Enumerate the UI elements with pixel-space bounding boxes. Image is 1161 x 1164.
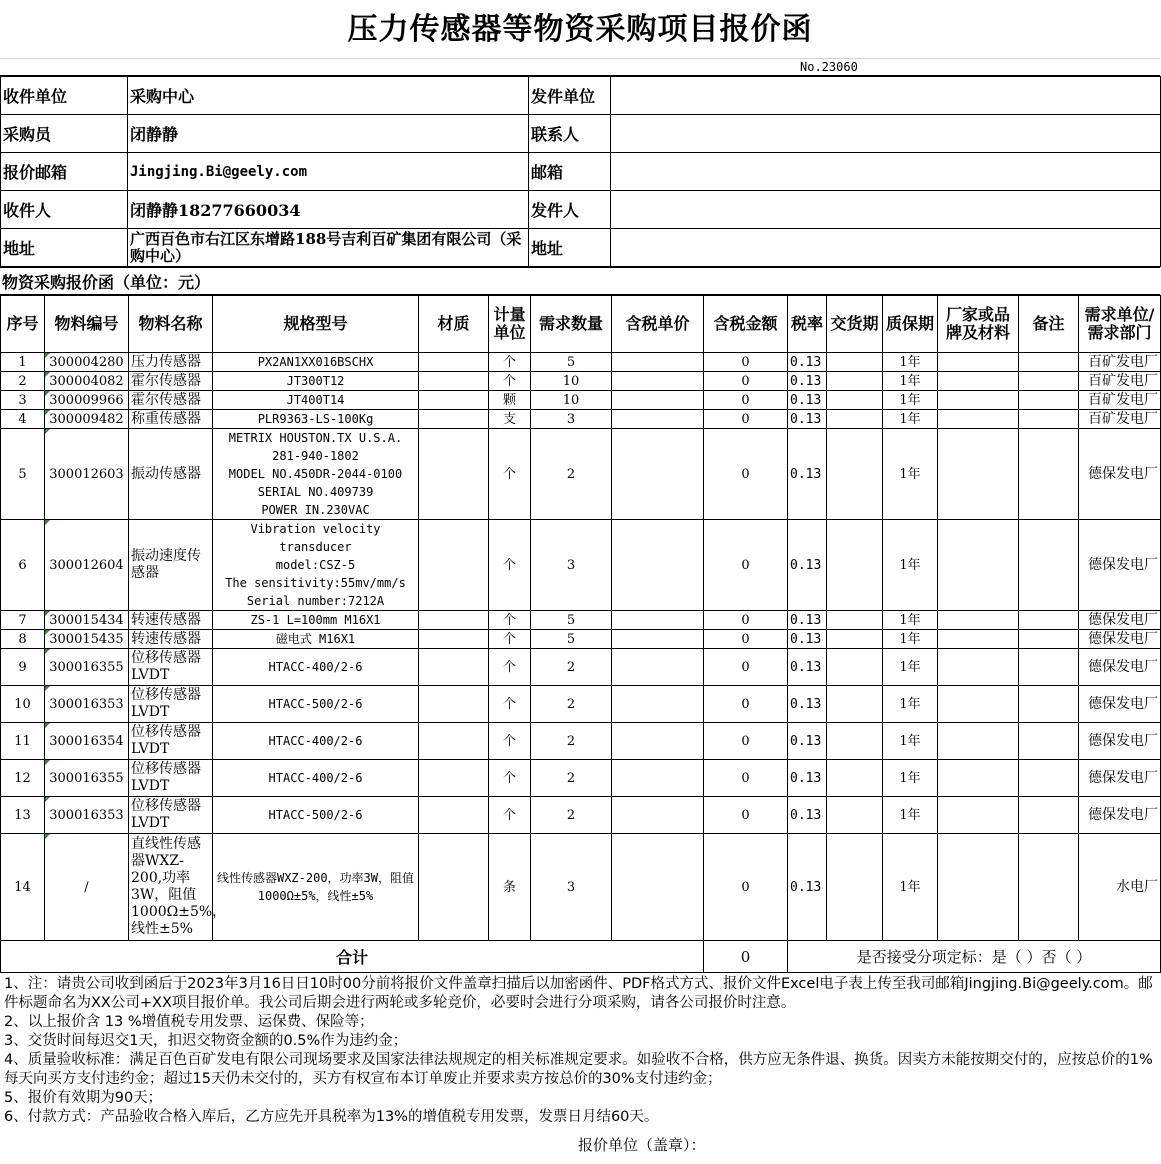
unit-cell: 个 [489,686,531,723]
material-code: 300004082 [45,372,129,391]
delivery-cell[interactable] [827,723,883,760]
row-number: 11 [1,723,45,760]
material-cell [419,391,489,410]
spec-model: HTACC-500/2-6 [213,797,419,834]
info-value-email[interactable]: Jingjing.Bi@geely.com [128,153,529,191]
dept-cell: 德保发电厂 [1079,649,1161,686]
spec-model: 线性传感器WXZ-200，功率3W，阻值1000Ω±5%，线性±5% [213,834,419,941]
note-item: 5、报价有效期为90天； [4,1090,163,1106]
delivery-cell[interactable] [827,410,883,429]
warranty-cell: 1年 [883,520,938,611]
dept-cell: 德保发电厂 [1079,630,1161,649]
material-code: 300015434 [45,611,129,630]
info-label: 采购员 [1,115,128,153]
col-header: 需求单位/需求部门 [1079,296,1161,353]
quantity-cell: 3 [531,520,612,611]
col-header: 物料名称 [129,296,213,353]
spec-model [213,429,419,520]
unit-price-cell[interactable] [612,429,704,520]
remark-cell[interactable] [1019,834,1079,941]
info-label: 收件人 [1,191,128,229]
table-row [1,372,1161,391]
material-code: 300012604 [45,520,129,611]
section-title-table [0,267,1160,295]
quantity-cell: 2 [531,686,612,723]
items-table [0,295,1161,973]
spec-model: JT300T12 [213,372,419,391]
table-row [1,834,1161,941]
unit-cell: 个 [489,797,531,834]
row-number: 3 [1,391,45,410]
delivery-cell[interactable] [827,686,883,723]
spec-model: HTACC-400/2-6 [213,760,419,797]
spec-model: HTACC-400/2-6 [213,723,419,760]
brand-cell[interactable] [938,372,1019,391]
unit-price-cell[interactable] [612,520,704,611]
spec-line: transducer [279,540,352,554]
brand-cell[interactable] [938,723,1019,760]
quantity-cell: 2 [531,649,612,686]
dept-cell: 德保发电厂 [1079,611,1161,630]
col-header: 材质 [419,296,489,353]
unit-price-cell[interactable] [612,797,704,834]
signature-label: 报价单位（盖章）： [578,1136,706,1154]
material-name: 位移传感器LVDT [129,797,213,834]
info-row [1,229,1161,267]
row-number: 6 [1,520,45,611]
amount-cell: 0 [704,686,788,723]
unit-cell: 个 [489,611,531,630]
col-header: 序号 [1,296,45,353]
material-name: 压力传感器 [129,353,213,372]
tax-rate-cell: 0.13 [788,760,827,797]
material-name: 直线性传感器WXZ-200,功率3W，阻值1000Ω±5%，线性±5% [129,834,213,941]
row-number: 14 [1,834,45,941]
info-label: 地址 [529,229,611,267]
info-value[interactable]: 闭静静 [128,115,529,153]
material-code: 300012603 [45,429,129,520]
brand-cell[interactable] [938,686,1019,723]
unit-price-cell[interactable] [612,760,704,797]
unit-price-cell[interactable] [612,686,704,723]
material-code: 300015435 [45,630,129,649]
dept-cell: 德保发电厂 [1079,797,1161,834]
quantity-cell: 5 [531,353,612,372]
material-code: 300016353 [45,686,129,723]
amount-cell: 0 [704,353,788,372]
info-label: 发件人 [529,191,611,229]
unit-cell: 个 [489,649,531,686]
warranty-cell: 1年 [883,834,938,941]
spec-line: MODEL NO.450DR-2044-0100 [228,467,403,481]
row-number: 12 [1,760,45,797]
row-number: 4 [1,410,45,429]
remark-cell[interactable] [1019,520,1079,611]
delivery-cell[interactable] [827,520,883,611]
material-name: 振动速度传感器 [129,520,213,611]
info-label: 邮箱 [529,153,611,191]
col-header: 需求数量 [531,296,612,353]
brand-cell[interactable] [938,429,1019,520]
amount-cell: 0 [704,649,788,686]
row-number: 1 [1,353,45,372]
spec-model: PX2AN1XX016BSCHX [213,353,419,372]
row-number: 10 [1,686,45,723]
delivery-cell[interactable] [827,630,883,649]
material-name: 霍尔传感器 [129,391,213,410]
info-row [1,153,1161,191]
amount-cell: 0 [704,372,788,391]
tax-rate-cell: 0.13 [788,429,827,520]
note-item: 6、付款方式：产品验收合格入库后，乙方应先开具税率为13%的增值税专用发票，发票日月结60天。 [4,1109,659,1125]
info-table [0,76,1161,267]
info-label: 报价邮箱 [1,153,128,191]
material-cell [419,429,489,520]
material-name: 转速传感器 [129,630,213,649]
material-code: 300004280 [45,353,129,372]
quantity-cell: 3 [531,410,612,429]
delivery-cell[interactable] [827,611,883,630]
brand-cell[interactable] [938,520,1019,611]
delivery-cell[interactable] [827,834,883,941]
amount-cell: 0 [704,611,788,630]
table-row [1,723,1161,760]
material-name: 位移传感器LVDT [129,649,213,686]
tax-rate-cell: 0.13 [788,372,827,391]
row-number: 9 [1,649,45,686]
table-row [1,797,1161,834]
material-cell [419,353,489,372]
material-code: 300009482 [45,410,129,429]
brand-cell[interactable] [938,760,1019,797]
spec-model: ZS-1 L=100mm M16X1 [213,611,419,630]
material-code: 300009966 [45,391,129,410]
brand-cell[interactable] [938,797,1019,834]
quantity-cell: 10 [531,391,612,410]
spec-model: 磁电式 M16X1 [213,630,419,649]
delivery-cell[interactable] [827,429,883,520]
brand-cell[interactable] [938,834,1019,941]
spec-line: The sensitivity:55mv/mm/s [225,576,406,590]
material-cell [419,797,489,834]
amount-cell: 0 [704,429,788,520]
material-name: 位移传感器LVDT [129,723,213,760]
unit-cell: 条 [489,834,531,941]
tax-rate-cell: 0.13 [788,353,827,372]
warranty-cell: 1年 [883,723,938,760]
remark-cell[interactable] [1019,686,1079,723]
section-title: 物资采购报价函（单位：元） [0,268,1160,295]
remark-cell[interactable] [1019,429,1079,520]
brand-cell[interactable] [938,630,1019,649]
unit-price-cell[interactable] [612,723,704,760]
remark-cell[interactable] [1019,611,1079,630]
unit-price-cell[interactable] [612,630,704,649]
info-value[interactable] [611,191,1161,229]
warranty-cell: 1年 [883,410,938,429]
amount-cell: 0 [704,630,788,649]
tax-rate-cell: 0.13 [788,797,827,834]
tax-rate-cell: 0.13 [788,723,827,760]
material-cell [419,372,489,391]
unit-cell: 个 [489,429,531,520]
material-code: 300016354 [45,723,129,760]
dept-cell: 百矿发电厂 [1079,353,1161,372]
table-header [1,296,1161,353]
note-item: 4、质量验收标准：满足百色百矿发电有限公司现场要求及国家法律法规规定的相关标准规定要求。如验收不合格，供方应无条件退、换货。因卖方未能按期交付的，应按总价的1% 每天向买方支付违约金；超过15天仍未交付的，买方有权宣布本订单废止并要求卖方按总价的30%支付违约金； [4,1052,1153,1087]
material-cell [419,834,489,941]
unit-price-cell[interactable] [612,391,704,410]
table-row [1,391,1161,410]
table-row [1,410,1161,429]
spec-line: 281-940-1802 [272,449,359,463]
warranty-cell: 1年 [883,353,938,372]
table-row [1,760,1161,797]
col-header: 备注 [1019,296,1079,353]
brand-cell[interactable] [938,391,1019,410]
unit-cell: 个 [489,372,531,391]
material-code: / [45,834,129,941]
material-cell [419,520,489,611]
remark-cell[interactable] [1019,760,1079,797]
quantity-cell: 2 [531,760,612,797]
note-item: 2、以上报价含 13 %增值税专用发票、运保费、保险等； [4,1014,374,1030]
quantity-cell: 5 [531,611,612,630]
unit-cell: 个 [489,630,531,649]
material-name: 称重传感器 [129,410,213,429]
doc-number-row [0,59,1160,76]
info-label: 地址 [1,229,128,267]
total-row [1,941,1161,973]
doc-number: No.23060 [800,60,858,74]
info-label: 联系人 [529,115,611,153]
table-row [1,649,1161,686]
tax-rate-cell: 0.13 [788,649,827,686]
spec-line: POWER IN.230VAC [261,503,370,517]
unit-cell: 个 [489,760,531,797]
spec-model [213,520,419,611]
info-value-address[interactable]: 广西百色市右江区东增路188号吉利百矿集团有限公司（采购中心） [128,229,529,267]
dept-cell: 百矿发电厂 [1079,391,1161,410]
unit-cell: 颗 [489,391,531,410]
material-cell [419,611,489,630]
col-header: 含税金额 [704,296,788,353]
unit-price-cell[interactable] [612,611,704,630]
remark-cell[interactable] [1019,391,1079,410]
unit-price-cell[interactable] [612,834,704,941]
spec-line: METRIX HOUSTON.TX U.S.A. [228,431,403,445]
material-name: 位移传感器LVDT [129,760,213,797]
material-cell [419,760,489,797]
material-cell [419,410,489,429]
remark-cell[interactable] [1019,797,1079,834]
notes-section [0,973,1160,1129]
amount-cell: 0 [704,391,788,410]
material-cell [419,686,489,723]
info-row [1,115,1161,153]
warranty-cell: 1年 [883,429,938,520]
col-header: 厂家或品牌及材料 [938,296,1019,353]
table-row [1,686,1161,723]
total-label: 合计 [1,941,704,973]
total-amount[interactable]: 0 [704,941,788,973]
page-title: 压力传感器等物资采购项目报价函 [0,0,1160,59]
warranty-cell: 1年 [883,630,938,649]
col-header: 税率 [788,296,827,353]
info-label: 发件单位 [529,77,611,115]
unit-price-cell[interactable] [612,649,704,686]
amount-cell: 0 [704,797,788,834]
brand-cell[interactable] [938,611,1019,630]
unit-price-cell[interactable] [612,410,704,429]
remark-cell[interactable] [1019,649,1079,686]
col-header: 质保期 [883,296,938,353]
dept-cell: 德保发电厂 [1079,760,1161,797]
info-value[interactable] [611,77,1161,115]
remark-cell[interactable] [1019,353,1079,372]
dept-cell: 百矿发电厂 [1079,410,1161,429]
delivery-cell[interactable] [827,760,883,797]
info-label: 收件单位 [1,77,128,115]
info-value[interactable] [611,115,1161,153]
spec-line: Vibration velocity [250,522,381,536]
info-value[interactable]: 闭静静18277660034 [128,191,529,229]
brand-cell[interactable] [938,649,1019,686]
material-name: 位移传感器LVDT [129,686,213,723]
brand-cell[interactable] [938,353,1019,372]
remark-cell[interactable] [1019,372,1079,391]
dept-cell: 德保发电厂 [1079,429,1161,520]
tax-rate-cell: 0.13 [788,520,827,611]
material-cell [419,723,489,760]
table-row [1,429,1161,520]
info-value[interactable] [611,229,1161,267]
spec-model: JT400T14 [213,391,419,410]
row-number: 7 [1,611,45,630]
remark-cell[interactable] [1019,410,1079,429]
material-code: 300016355 [45,649,129,686]
unit-price-cell[interactable] [612,353,704,372]
unit-cell: 个 [489,353,531,372]
info-value[interactable] [611,153,1161,191]
warranty-cell: 1年 [883,391,938,410]
col-header: 物料编号 [45,296,129,353]
delivery-cell[interactable] [827,649,883,686]
quantity-cell: 5 [531,630,612,649]
material-name: 转速传感器 [129,611,213,630]
spec-model: HTACC-500/2-6 [213,686,419,723]
tax-rate-cell: 0.13 [788,391,827,410]
amount-cell: 0 [704,410,788,429]
tax-rate-cell: 0.13 [788,611,827,630]
table-row [1,611,1161,630]
warranty-cell: 1年 [883,611,938,630]
spec-model: PLR9363-LS-100Kg [213,410,419,429]
delivery-cell[interactable] [827,797,883,834]
material-name: 振动传感器 [129,429,213,520]
material-cell [419,649,489,686]
amount-cell: 0 [704,760,788,797]
info-row [1,191,1161,229]
dept-cell: 德保发电厂 [1079,686,1161,723]
bid-question[interactable]: 是否接受分项定标：是（ ）否（ ） [788,941,1161,973]
note-item: 3、交货时间每迟交1天，扣迟交物资金额的0.5%作为违约金； [4,1033,408,1049]
col-header: 规格型号 [213,296,419,353]
warranty-cell: 1年 [883,372,938,391]
quantity-cell: 3 [531,834,612,941]
brand-cell[interactable] [938,410,1019,429]
note-item: 1、注：请贵公司收到函后于2023年3月16日日10时00分前将报价文件盖章扫描后以加密函件、PDF格式方式、报价文件Excel电子表上传至我司邮箱Jingjing.Bi@geely.com。邮件标题命名为XX公司+XX项目报价单。我公司后期会进行两轮或多轮竞价，必要时会进行分项采购，请各公司报价时注意。 [4,976,1153,1011]
delivery-cell[interactable] [827,391,883,410]
tax-rate-cell: 0.13 [788,630,827,649]
tax-rate-cell: 0.13 [788,686,827,723]
row-number: 8 [1,630,45,649]
row-number: 2 [1,372,45,391]
quantity-cell: 2 [531,429,612,520]
col-header: 计量单位 [489,296,531,353]
items-body [1,353,1161,941]
quantity-cell: 10 [531,372,612,391]
unit-cell: 支 [489,410,531,429]
material-name: 霍尔传感器 [129,372,213,391]
spec-line: Serial number:7212A [246,594,385,608]
amount-cell: 0 [704,520,788,611]
warranty-cell: 1年 [883,760,938,797]
row-number: 13 [1,797,45,834]
unit-price-cell[interactable] [612,372,704,391]
delivery-cell[interactable] [827,372,883,391]
material-code: 300016353 [45,797,129,834]
warranty-cell: 1年 [883,649,938,686]
table-row [1,353,1161,372]
tax-rate-cell: 0.13 [788,410,827,429]
amount-cell: 0 [704,723,788,760]
spec-line: SERIAL NO.409739 [257,485,374,499]
quantity-cell: 2 [531,723,612,760]
info-row [1,77,1161,115]
col-header: 含税单价 [612,296,704,353]
delivery-cell[interactable] [827,353,883,372]
tax-rate-cell: 0.13 [788,834,827,941]
dept-cell: 水电厂 [1079,834,1161,941]
quantity-cell: 2 [531,797,612,834]
info-value[interactable]: 采购中心 [128,77,529,115]
warranty-cell: 1年 [883,797,938,834]
table-row [1,630,1161,649]
col-header: 交货期 [827,296,883,353]
unit-cell: 个 [489,723,531,760]
spec-model: HTACC-400/2-6 [213,649,419,686]
material-code: 300016355 [45,760,129,797]
row-number: 5 [1,429,45,520]
remark-cell[interactable] [1019,723,1079,760]
dept-cell: 德保发电厂 [1079,520,1161,611]
dept-cell: 百矿发电厂 [1079,372,1161,391]
amount-cell: 0 [704,834,788,941]
warranty-cell: 1年 [883,686,938,723]
dept-cell: 德保发电厂 [1079,723,1161,760]
unit-cell: 个 [489,520,531,611]
table-row [1,520,1161,611]
spec-line: model:CSZ-5 [275,558,356,572]
remark-cell[interactable] [1019,630,1079,649]
material-cell [419,630,489,649]
